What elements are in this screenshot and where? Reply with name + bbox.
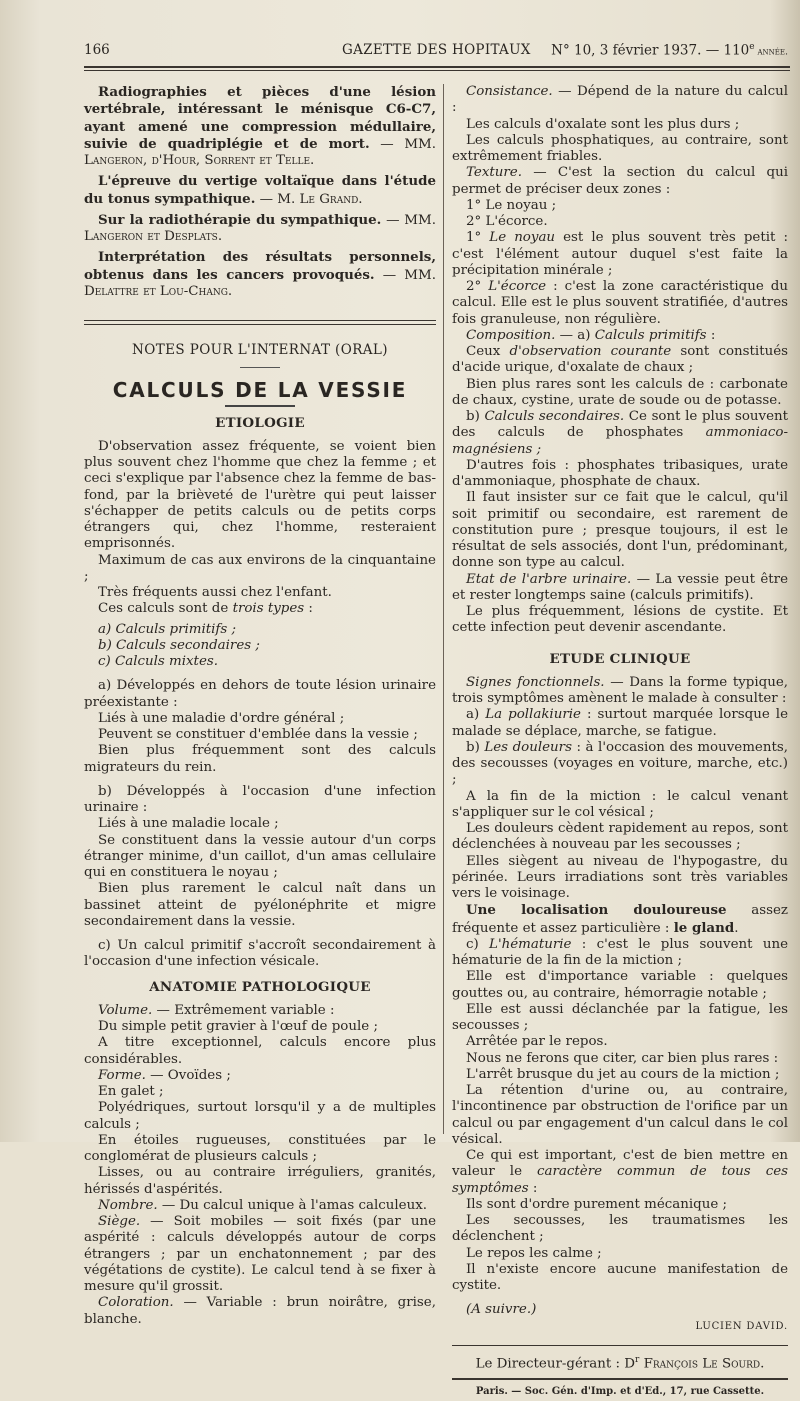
short-rule <box>240 367 280 368</box>
etio-paragraph: D'observation assez fréquente, se voient bien plus souvent chez l'homme que chez la femme ; et ceci s'explique par l'absence chez la femme de bas-fond, par la brièveté de l'urètre qui peut laisser s'échapper de petits calculs ou de petits corps étrangers qui, chez l'homme, resteraient emprisonnés. <box>84 438 436 552</box>
signes-line: Signes fonctionnels. — Dans la forme typique, trois symptômes amènent le malade à consulter : <box>452 674 789 706</box>
header-rule-thin <box>84 70 790 71</box>
forme-line: Forme. — Ovoïdes ; <box>98 1067 231 1083</box>
hematurie-item: Elle est aussi déclanchée par la fatigue, les secousses ; <box>452 1001 788 1033</box>
type-c-paragraph: c) Un calcul primitif s'accroît secondairement à l'occasion d'une infection vésicale. <box>84 938 436 970</box>
important-line: Ce qui est important, c'est de bien mettre en valeur le caractère commun de tous ces symptômes : <box>452 1148 788 1196</box>
type-item: b) Calculs secondaires ; <box>98 637 260 653</box>
etio-line: Très fréquents aussi chez l'enfant. <box>98 585 332 600</box>
forme-item: Polyédriques, surtout lorsqu'il y a de multiples calculs ; <box>84 1100 436 1132</box>
type-b-paragraph: b) Développés à l'occasion d'une infection urinaire : <box>84 783 436 815</box>
heading-anatomie: ANATOMIE PATHOLOGIQUE <box>149 978 371 995</box>
consistance-line: Consistance. — Dépend de la nature du calcul : <box>452 84 788 116</box>
composition-secondary: b) Calculs secondaires. Ce sont le plus souvent des calculs de phosphates ammoniaco-magnésiens ; <box>452 409 788 457</box>
to-be-continued: (A suivre.) <box>466 1302 537 1318</box>
page-header <box>84 42 788 64</box>
footer-rule-2 <box>452 1378 788 1380</box>
etio-line: Ces calculs sont de trois types : <box>98 601 313 617</box>
volume-item: Du simple petit gravier à l'œuf de poule ; <box>98 1019 378 1034</box>
douleurs-localisation: Une localisation douloureuse assez fréquente et assez particulière : le gland. <box>452 902 788 936</box>
texture-line: Texture. — C'est la section du calcul qui permet de préciser deux zones : <box>452 165 788 197</box>
type-item: a) Calculs primitifs ; <box>98 621 237 637</box>
type-b-line: Liés à une maladie locale ; <box>98 816 279 832</box>
mechanical-item: Les secousses, les traumatismes les déclenchent ; <box>452 1213 788 1245</box>
mechanical-item: Ils sont d'ordre purement mécanique ; <box>466 1196 728 1212</box>
printer-line: Paris. — Soc. Gén. d'Imp. et d'Ed., 17, rue Cassette. <box>475 1386 765 1398</box>
type-a-line: Liés à une maladie d'ordre général ; <box>98 710 345 726</box>
mechanical-item: Il n'existe encore aucune manifestation de cystite. <box>452 1261 788 1293</box>
siege-line: Siège. — Soit mobiles — soit fixés (par une aspérité : calculs développés autour de corps étrangers ; par un enchatonnement ; par des végétations de cystite). Le calcul tend à se fixer à mesure qu'il grossit. <box>84 1214 436 1294</box>
gerant-line: Le Directeur-gérant : $D^r$ François Le Sourd. <box>475 1354 765 1372</box>
society-item-4: Interprétation des résultats personnels, obtenus dans les cancers provoqués. — MM. Delattre et Lou-Chang. <box>84 249 436 299</box>
volume-line: Volume. — Extrêmement variable : <box>98 1002 335 1018</box>
composition-item: D'autres fois : phosphates tribasiques, urate d'ammoniaque, phosphate de chaux. <box>452 457 788 489</box>
section-separator <box>84 320 436 325</box>
mechanical-item: Le repos les calme ; <box>466 1245 602 1261</box>
composition-paragraph: Il faut insister sur ce fait que le calcul, qu'il soit primitif ou secondaire, est rarement de constitution pure ; presque toujours, il est le résultat de sels associés, dont l'un, prédominant, donne son type au calcul. <box>452 490 788 571</box>
footer-rule <box>452 1345 788 1346</box>
hematurie-line: c) L'hématurie : c'est le plus souvent une hématurie de la fin de la miction ; <box>452 936 788 968</box>
douleurs-item: Elles siègent au niveau de l'hypogastre, du périnée. Leurs irradiations sont très variables vers le voisinage. <box>452 853 788 901</box>
texture-item: 1° Le noyau ; <box>466 197 557 213</box>
texture-ecorce: 2° L'écorce : c'est la zone caractéristique du calcul. Elle est le plus souvent stratifiée, d'autres fois granuleuse, non régulière. <box>452 279 788 327</box>
type-a-line: Peuvent se constituer d'emblée dans la vessie ; <box>98 727 418 742</box>
society-item-2: L'épreuve du vertige voltaïque dans l'étude du tonus sympathique. — M. Le Grand. <box>84 173 436 207</box>
forme-item: Lisses, ou au contraire irréguliers, granités, hérissés d'aspérités. <box>84 1165 436 1197</box>
rare-symptoms: Nous ne ferons que citer, car bien plus rares : <box>466 1050 779 1066</box>
author-signature: LUCIEN DAVID. <box>695 1320 788 1332</box>
douleurs-item: Les douleurs cèdent rapidement au repos, sont déclenchées à nouveau par les secousses ; <box>452 821 788 853</box>
etat-line: Etat de l'arbre urinaire. — La vessie peut être et rester longtemps saine (calculs primitifs). <box>452 571 789 603</box>
composition-item: Ceux d'observation courante sont constitués d'acide urique, d'oxalate de chaux ; <box>452 344 788 376</box>
hematurie-item: Arrêtée par le repos. <box>466 1034 608 1050</box>
rare-item: L'arrêt brusque du jet au cours de la miction ; <box>466 1066 780 1082</box>
nombre-line: Nombre. — Du calcul unique à l'amas calculeux. <box>98 1197 428 1213</box>
right-column <box>452 84 788 1401</box>
type-a-paragraph: a) Développés en dehors de toute lésion urinaire préexistante : <box>84 678 436 710</box>
heading-etiologie: ETIOLOGIE <box>215 414 305 431</box>
issue-date: N° 10, 3 février 1937. — 110e année. <box>551 42 788 59</box>
douleurs-item: A la fin de la miction : le calcul venant s'appliquer sur le col vésical ; <box>452 788 788 820</box>
composition-line: Composition. — a) Calculs primitifs : <box>466 327 716 343</box>
rare-item: La rétention d'urine ou, au contraire, l'incontinence par obstruction de l'orifice par un calcul ou par engagement d'un calcul dans le col vésical. <box>452 1083 788 1147</box>
etio-line: Maximum de cas aux environs de la cinquantaine ; <box>84 552 436 584</box>
column-divider <box>443 84 444 1134</box>
volume-item: A titre exceptionnel, calculs encore plus considérables. <box>84 1035 436 1067</box>
type-b-line: Bien plus rarement le calcul naît dans un bassinet atteint de pyélonéphrite et migre secondairement dans la vessie. <box>84 881 436 929</box>
consistance-item: Les calculs d'oxalate sont les plus durs ; <box>466 116 740 132</box>
consistance-item: Les calculs phosphatiques, au contraire, sont extrêmement friables. <box>452 132 788 164</box>
coloration-line: Coloration. — Variable : brun noirâtre, grise, blanche. <box>84 1295 436 1327</box>
society-item-1: Radiographies et pièces d'une lésion vertébrale, intéressant le ménisque C6-C7, ayant amené une compression médullaire, suivie de quadriplégie et de mort. — MM. Langeron, d'Hour, Sorrent et Telle. <box>84 84 436 168</box>
type-a-line: Bien plus fréquemment sont des calculs migrateurs du rein. <box>84 743 436 775</box>
society-item-3: Sur la radiothérapie du sympathique. — MM. Langeron et Desplats. <box>84 211 436 244</box>
etat-item: Le plus fréquemment, lésions de cystite. Et cette infection peut devenir ascendante. <box>452 604 788 636</box>
type-b-line: Se constituent dans la vessie autour d'un corps étranger minime, d'un caillot, d'un amas cellulaire qui en constituera le noyau ; <box>84 832 436 880</box>
journal-title: GAZETTE DES HOPITAUX <box>342 42 531 58</box>
hematurie-item: Elle est d'importance variable : quelques gouttes ou, au contraire, hémorragie notable ; <box>452 969 788 1001</box>
notes-heading: NOTES POUR L'INTERNAT (ORAL) <box>132 342 388 358</box>
title-underline <box>225 405 295 407</box>
heading-clinique: ETUDE CLINIQUE <box>549 650 691 667</box>
left-column <box>84 84 436 1328</box>
forme-item: En galet ; <box>98 1084 164 1099</box>
type-item: c) Calculs mixtes. <box>98 654 218 669</box>
texture-item: 2° L'écorce. <box>466 214 548 229</box>
pollakiurie-line: a) La pollakiurie : surtout marquée lorsque le malade se déplace, marche, se fatigue. <box>452 707 788 739</box>
article-title: CALCULS DE LA VESSIE <box>112 378 408 403</box>
header-rule <box>84 66 790 68</box>
composition-item: Bien plus rares sont les calculs de : carbonate de chaux, cystine, urate de soude ou de potasse. <box>452 376 788 408</box>
page-number: 166 <box>84 42 110 58</box>
forme-item: En étoiles rugueuses, constituées par le conglomérat de plusieurs calculs ; <box>84 1132 436 1164</box>
texture-noyau: 1° Le noyau est le plus souvent très petit : c'est l'élément autour duquel s'est faite la précipitation minérale ; <box>452 230 788 278</box>
douleurs-line: b) Les douleurs : à l'occasion des mouvements, des secousses (voyages en voiture, marche, etc.) ; <box>452 739 788 788</box>
